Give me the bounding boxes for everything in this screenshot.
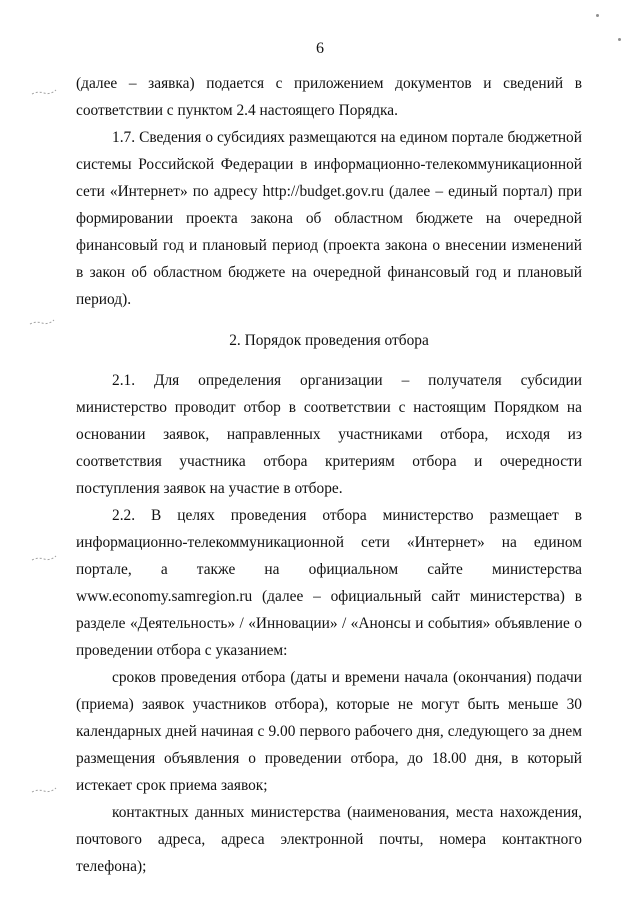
paragraph-continuation: (далее – заявка) подается с приложением документов и сведений в соответствии с пунктом 2.4 настоящего Порядка. [76, 75, 582, 119]
scan-mark [30, 786, 58, 794]
scan-speck [596, 14, 599, 17]
paragraph-clause-2-2: 2.2. В целях проведения отбора министерство размещает в информационно-телекоммуникационной сети «Интернет» на едином портале, а также на официальном сайте министерства www.economy.samregion.ru (далее – официальный сайт министерства) в разделе «Деятельность» / «Инновации» / «Анонсы и события» объявление о проведении отбора с указанием: [76, 507, 582, 659]
list-item-contacts: контактных данных министерства (наименования, места нахождения, почтового адреса, адреса электронной почты, номера контактного телефона); [76, 804, 582, 875]
list-item-deadlines: сроков проведения отбора (даты и времени начала (окончания) подачи (приема) заявок участников отбора), которые не могут быть меньше 30 календарных дней начиная с 9.00 первого рабочего дня, следующего за днем размещения объявления о проведении отбора, до 18.00 дня, в который истекает срок приема заявок; [76, 669, 582, 794]
scan-mark [30, 88, 58, 96]
page-number: 6 [316, 40, 324, 57]
paragraph-clause-1-7: 1.7. Сведения о субсидиях размещаются на едином портале бюджетной системы Российской Федерации в информационно-телекоммуникационной сети «Интернет» по адресу http://budget.gov.ru (далее – единый портал) при формировании проекта закона об областном бюджете на очередной финансовый год и плановый период (проекта закона о внесении изменений в закон об областном бюджете на очередной финансовый год и плановый период). [76, 129, 582, 308]
scan-mark [30, 554, 58, 562]
scan-speck [618, 38, 621, 41]
section-heading: 2. Порядок проведения отбора [229, 332, 429, 349]
scan-mark [28, 318, 56, 326]
paragraph-clause-2-1: 2.1. Для определения организации – получателя субсидии министерство проводит отбор в соответствии с настоящим Порядком на основании заявок, направленных участниками отбора, исходя из соответствия участника отбора критериям отбора и очередности поступления заявок на участие в отборе. [76, 372, 582, 497]
document-body [76, 70, 582, 880]
